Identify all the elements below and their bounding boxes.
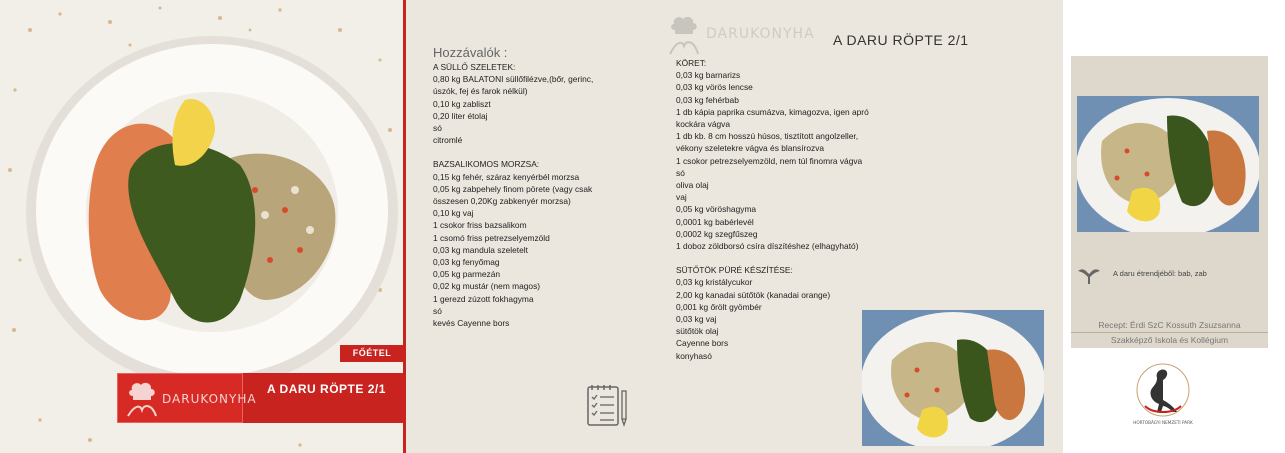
header-logo [662, 12, 815, 58]
ingredient-line: só [676, 167, 685, 178]
ingredient-line: 0,0001 kg babérlevél [676, 216, 754, 227]
cover-title: A DARU RÖPTE 2/1 [267, 382, 386, 396]
ingredient-line: A SÜLLŐ SZELETEK: [433, 62, 516, 72]
recipe-credit-line1: Recept: Érdi SzC Kossuth Zsuzsanna [1098, 320, 1241, 330]
ingredient-line: vaj [676, 192, 687, 203]
info-panel [1063, 0, 1285, 453]
ingredient-line: vékony szeletekre vágva és blansírozva [676, 143, 825, 154]
cover-panel [0, 0, 404, 453]
ingredient-line: oliva olaj [676, 180, 709, 191]
ingredient-line: 0,05 kg vöröshagyma [676, 204, 757, 215]
ingredient-line: 0,03 kg vörös lencse [676, 82, 753, 93]
logo-wordmark: DARUKONYHA [706, 26, 815, 42]
recipe-title: A DARU RÖPTE 2/1 [833, 32, 969, 48]
ingredient-line: 1 db kápia paprika csumázva, kimagozva, igen apró [676, 106, 869, 117]
spacer [676, 252, 916, 264]
ingredient-line: 1 doboz zöldborsó csíra díszítéshez (elhagyható) [676, 241, 859, 252]
dish-photo-small [862, 310, 1044, 446]
ingredient-line: 0,001 kg őrölt gyömbér [676, 301, 762, 312]
ingredient-line: kevés Cayenne bors [433, 318, 510, 329]
crane-icon [1077, 265, 1101, 285]
category-badge: FŐÉTEL [340, 345, 404, 362]
ingredient-line: Cayenne bors [676, 338, 729, 349]
ingredient-line: 1 csomó friss petrezselyemzöld [433, 232, 550, 243]
chef-hat-icon [124, 380, 160, 418]
ingredient-line: 0,05 kg parmezán [433, 269, 501, 280]
ingredient-line: úszók, fej és farok nélkül) [433, 86, 528, 97]
ingredient-line: 2,00 kg kanadai sütőtök (kanadai orange) [676, 289, 831, 300]
ingredient-line: 0,03 kg barnarizs [676, 70, 741, 81]
darukonyha-logo [117, 373, 257, 423]
recipe-credit [1071, 318, 1268, 347]
ingredients-panel [406, 0, 1063, 453]
notebook-checklist-icon [586, 383, 630, 429]
recipe-credit-line2: Szakképző Iskola és Kollégium [1071, 332, 1268, 347]
ingredient-line: 0,03 kg fehérbab [676, 94, 739, 105]
ingredient-line: 1 db kb. 8 cm hosszú húsos, tisztított angolzeller, [676, 131, 859, 142]
ingredient-line: BAZSALIKOMOS MORZSA: [433, 159, 540, 170]
ingredients-heading: Hozzávalók : [433, 45, 508, 60]
ingredient-line: 1 csokor petrezselyemzöld, nem túl finomra vágva [676, 155, 863, 166]
ingredient-line: 0,0002 kg szegfűszeg [676, 228, 758, 239]
dish-photo-small [1077, 96, 1259, 232]
ingredient-line: 0,80 kg BALATONI süllőfilézve,(bőr, gerinc, [433, 74, 594, 85]
logo-wordmark: DARUKONYHA [162, 392, 257, 406]
ingredients-column-left [433, 61, 643, 329]
ingredient-line: 0,15 kg fehér, száraz kenyérbél morzsa [433, 171, 580, 182]
ingredient-line: konyhasó [676, 350, 712, 361]
ingredient-line: 0,02 kg mustár (nem magos) [433, 281, 541, 292]
diet-note: A daru étrendjéből: bab, zab [1113, 269, 1207, 278]
ingredient-line: 0,10 kg vaj [433, 208, 474, 219]
ingredient-line: 0,03 kg vaj [676, 314, 717, 325]
ingredient-line: összesen 0,20Kg zabkenyér morzsa) [433, 196, 571, 207]
ingredient-line: só [433, 123, 442, 134]
national-park-logo [1133, 360, 1193, 428]
ingredient-line: 0,20 liter étolaj [433, 110, 488, 121]
ingredient-line: SÜTŐTÖK PÜRÉ KÉSZÍTÉSE: [676, 265, 793, 276]
ingredient-line: 0,10 kg zabliszt [433, 98, 491, 109]
pen-icon [622, 391, 626, 425]
chef-hat-icon [666, 14, 702, 56]
ingredient-line: 0,03 kg kristálycukor [676, 277, 753, 288]
spacer [433, 146, 643, 158]
ingredient-line: 1 gerezd zúzott fokhagyma [433, 293, 534, 304]
ingredient-line: sütőtök olaj [676, 326, 719, 337]
ingredient-line: 0,05 kg zabpehely finom pörete (vagy csak [433, 183, 593, 194]
ingredient-line: 1 csokor friss bazsalikom [433, 220, 527, 231]
ingredient-line: 0,03 kg fenyőmag [433, 257, 500, 268]
ingredient-line: 0,03 kg mandula szeletelt [433, 244, 528, 255]
park-logo-text: HORTOBÁGYI NEMZETI PARK [1133, 420, 1193, 425]
ingredient-line: KÖRET: [676, 58, 707, 68]
info-box [1071, 56, 1268, 348]
ingredient-line: citromlé [433, 135, 463, 146]
ingredient-line: só [433, 305, 442, 316]
ingredient-line: kockára vágva [676, 119, 730, 130]
